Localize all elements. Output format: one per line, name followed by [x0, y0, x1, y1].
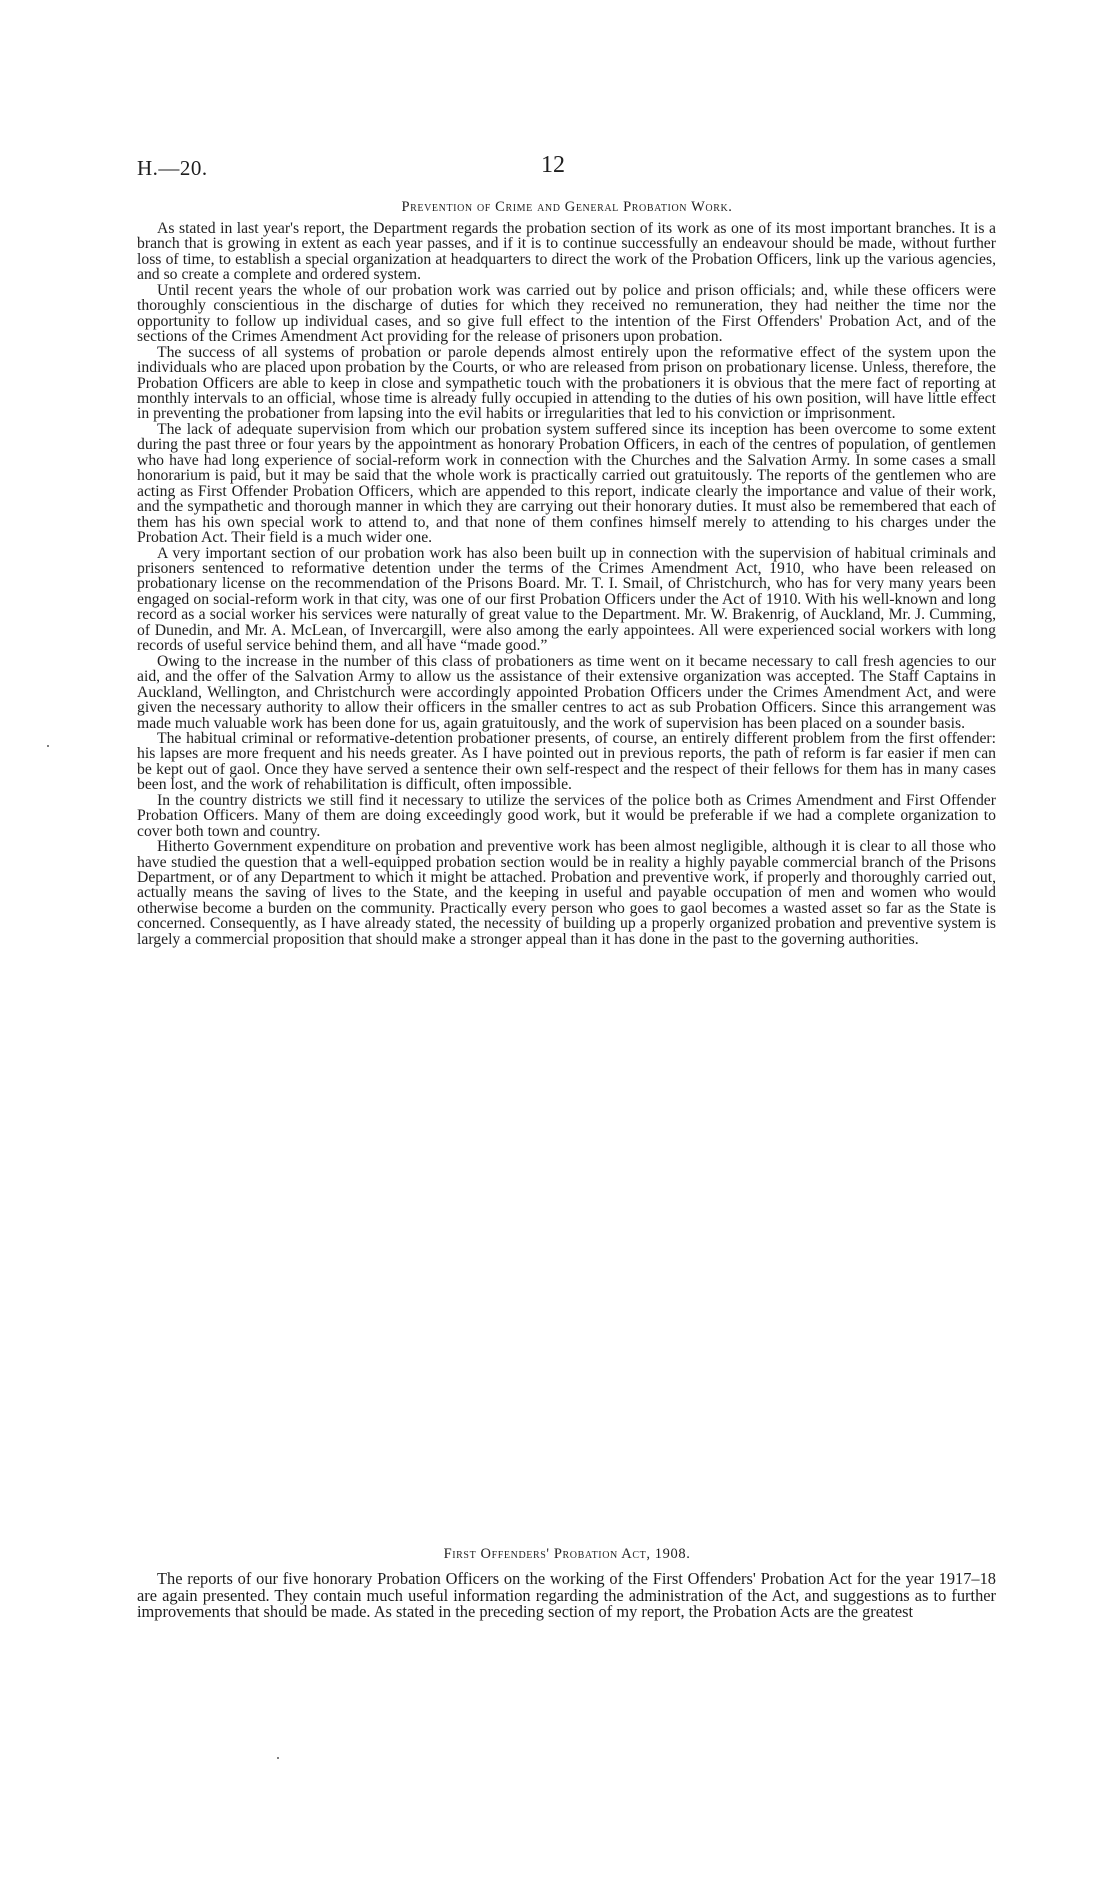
page-number: 12: [541, 152, 565, 178]
paragraph: The reports of our five honorary Probation Officers on the working of the First Offenders' Probation Act for the year 1917–18 are again presented. They contain much useful information regarding the administration of the Act, and suggestions as to further improvements that should be made. As stated in the preceding section of my report, the Probation Acts are the greatest: [137, 1569, 996, 1621]
section-heading-prevention: Prevention of Crime and General Probation Work.: [401, 199, 733, 215]
document-reference: H.—20.: [137, 156, 208, 180]
paragraph: A very important section of our probation work has also been built up in connection with the supervision of habitual criminals and prisoners sentenced to reformative detention under the terms of the Crimes Amendment Act, 1910, who have been released on probationary license on the recommendation of the Prisons Board. Mr. T. I. Smail, of Christchurch, who has for very many years been engaged on social-reform work in that city, was one of our first Probation Officers under the Act of 1910. With his well-known and long record as a social worker his services were naturally of great value to the Department. Mr. W. Brakenrig, of Auckland, Mr. J. Cumming, of Dunedin, and Mr. A. McLean, of Invercargill, were also among the early appointees. All were experienced social workers with long records of useful service behind them, and all have “made good.”: [137, 544, 996, 655]
section-body-first-offenders: [137, 1571, 996, 1621]
scan-speck: [277, 1757, 279, 1759]
paragraph: As stated in last year's report, the Department regards the probation section of its work as one of its most important branches. It is a branch that is growing in extent as each year passes, and if it is to continue successfully an endeavour should be made, without further loss of time, to establish a special organization at headquarters to direct the work of the Probation Officers, link up the various agencies, and so create a complete and ordered system.: [137, 220, 996, 284]
section-body-prevention: [137, 221, 996, 947]
paragraph: The success of all systems of probation or parole depends almost entirely upon the reformative effect of the system upon the individuals who are placed upon probation by the Courts, or who are released from prison on probationary license. Unless, therefore, the Probation Officers are able to keep in close and sympathetic touch with the probationers it is obvious that the mere fact of reporting at monthly intervals to an official, whose time is already fully occupied in attending to the duties of his own position, will have little effect in preventing the probationer from lapsing into the evil habits or irregularities that led to his conviction or imprisonment.: [137, 343, 996, 423]
paragraph: In the country districts we still find it necessary to utilize the services of the police both as Crimes Amendment and First Offender Probation Officers. Many of them are doing exceedingly good work, but it would be preferable if we had a complete organization to cover both town and country.: [137, 791, 996, 840]
paragraph: The habitual criminal or reformative-detention probationer presents, of course, an entirely different problem from the first offender: his lapses are more frequent and his needs greater. As I have pointed out in previous reports, the path of reform is far easier if men can be kept out of gaol. Once they have served a sentence their own self-respect and the respect of their fellows for them has in many cases been lost, and the work of rehabilitation is difficult, often impossible.: [137, 729, 996, 794]
paragraph: Owing to the increase in the number of this class of probationers as time went on it became necessary to call fresh agencies to our aid, and the offer of the Salvation Army to allow us the assistance of their extensive organization was accepted. The Staff Captains in Auckland, Wellington, and Christchurch were accordingly appointed Probation Officers under the Crimes Amendment Act, and were given the necessary authority to allow their officers in the smaller centres to act as sub Probation Officers. Since this arrangement was made much valuable work has been done for us, again gratuitously, and the work of supervision has been placed on a sounder basis.: [137, 652, 996, 732]
section-heading-first-offenders: First Offenders' Probation Act, 1908.: [443, 1546, 691, 1562]
scan-speck: [47, 745, 49, 747]
paragraph: Hitherto Government expenditure on probation and preventive work has been almost negligible, although it is clear to all those who have studied the question that a well-equipped probation section would be in reality a highly payable commercial branch of the Prisons Department, or of any Department to which it might be attached. Probation and preventive work, if properly and thoroughly carried out, actually means the saving of lives to the State, and the keeping in useful and payable occupation of men and women who would otherwise become a burden on the community. Practically every person who goes to gaol becomes a wasted asset so far as the State is concerned. Consequently, as I have already stated, the necessity of building up a properly organized probation and preventive system is largely a commercial proposition that should make a stronger appeal than it has done in the past to the governing authorities.: [137, 838, 996, 948]
paragraph: Until recent years the whole of our probation work was carried out by police and prison officials; and, while these officers were thoroughly conscientious in the discharge of duties for which they received no remuneration, they had neither the time nor the opportunity to follow up individual cases, and so give full effect to the intention of the First Offenders' Probation Act, and of the sections of the Crimes Amendment Act providing for the release of prisoners upon probation.: [137, 281, 996, 346]
paragraph: The lack of adequate supervision from which our probation system suffered since its inception has been overcome to some extent during the past three or four years by the appointment as honorary Probation Officers, in each of the centres of population, of gentlemen who have had long experience of social-reform work in connection with the Churches and the Salvation Army. In some cases a small honorarium is paid, but it may be said that the whole work is practically carried out gratuitously. The reports of the gentlemen who are acting as First Offender Probation Officers, which are appended to this report, indicate clearly the importance and value of their work, and the sympathetic and thorough manner in which they are carrying out their honorary duties. It must also be remembered that each of them has his own special work to attend to, and that none of them confines himself merely to attending to his charges under the Probation Act. Their field is a much wider one.: [137, 420, 996, 547]
